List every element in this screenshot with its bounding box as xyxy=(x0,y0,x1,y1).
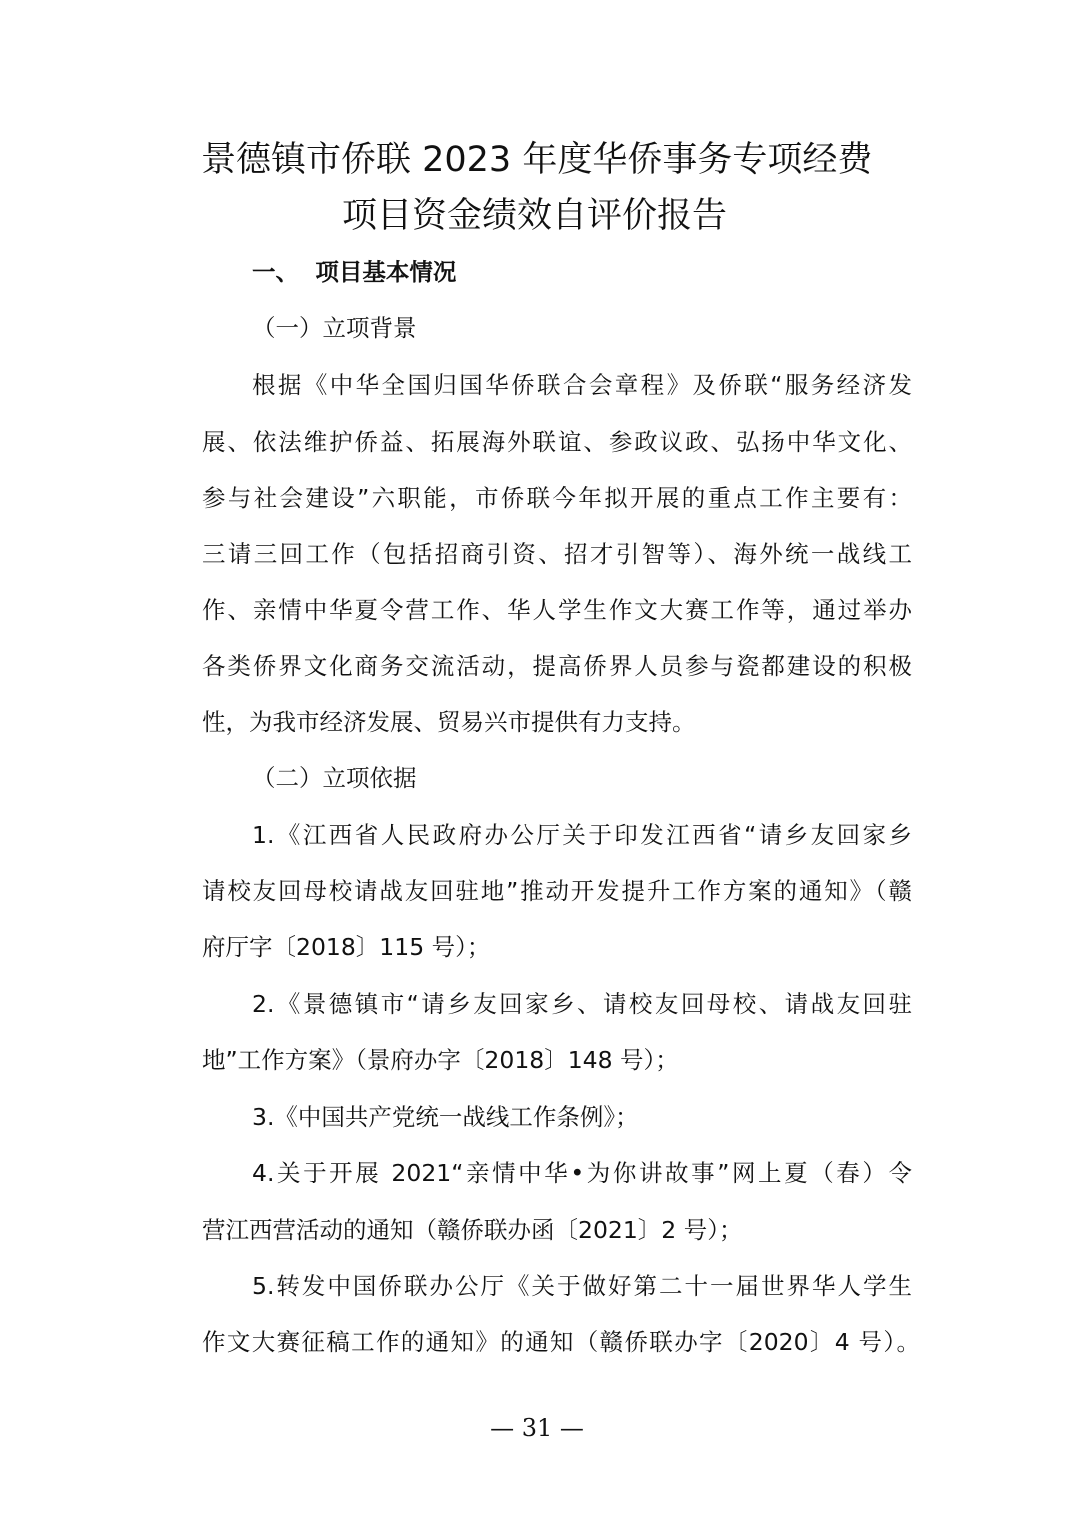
subsection-heading: （二）立项依据 xyxy=(252,764,417,792)
paragraph-line: 作、亲情中华夏令营工作、华人学生作文大赛工作等，通过举办 xyxy=(202,596,912,624)
paragraph-line: 展、依法维护侨益、拓展海外联谊、参政议政、弘扬中华文化、 xyxy=(202,428,912,456)
paragraph-line: 参与社会建设”六职能，市侨联今年拟开展的重点工作主要有： xyxy=(202,484,912,512)
basis-item-line: 5.转发中国侨联办公厅《关于做好第二十一届世界华人学生 xyxy=(252,1272,912,1300)
document-title-line1: 景德镇市侨联 2023 年度华侨事务专项经费 xyxy=(201,140,873,180)
basis-item-line: 请校友回母校请战友回驻地”推动开发提升工作方案的通知》（赣 xyxy=(202,877,912,905)
basis-item-line: 4.关于开展 2021“亲情中华•为你讲故事”网上夏（春）令 xyxy=(252,1159,912,1187)
basis-item-line: 营江西营活动的通知（赣侨联办函〔2021〕2 号）； xyxy=(202,1216,743,1244)
basis-item-line: 1.《江西省人民政府办公厅关于印发江西省“请乡友回家乡 xyxy=(252,821,912,849)
basis-item-line: 府厅字〔2018〕115 号）； xyxy=(202,933,491,961)
paragraph-line: 三请三回工作（包括招商引资、招才引智等）、海外统一战线工 xyxy=(202,540,912,568)
basis-item-line: 作文大赛征稿工作的通知》的通知（赣侨联办字〔2020〕4 号）。 xyxy=(202,1328,920,1356)
paragraph-line: 各类侨界文化商务交流活动，提高侨界人员参与瓷都建设的积极 xyxy=(202,652,912,680)
document-title-line2: 项目资金绩效自评价报告 xyxy=(342,196,728,236)
subsection-heading: （一）立项背景 xyxy=(252,314,417,342)
paragraph-line: 性，为我市经济发展、贸易兴市提供有力支持。 xyxy=(202,708,696,736)
basis-item-line: 3.《中国共产党统一战线工作条例》； xyxy=(252,1103,639,1131)
section-heading: 一、 项目基本情况 xyxy=(252,258,457,286)
page-number: — 31 — xyxy=(490,1414,584,1442)
paragraph-line: 根据《中华全国归国华侨联合会章程》及侨联“服务经济发 xyxy=(252,371,912,399)
basis-item-line: 地”工作方案》（景府办字〔2018〕148 号）； xyxy=(202,1046,679,1074)
basis-item-line: 2.《景德镇市“请乡友回家乡、请校友回母校、请战友回驻 xyxy=(252,990,912,1018)
